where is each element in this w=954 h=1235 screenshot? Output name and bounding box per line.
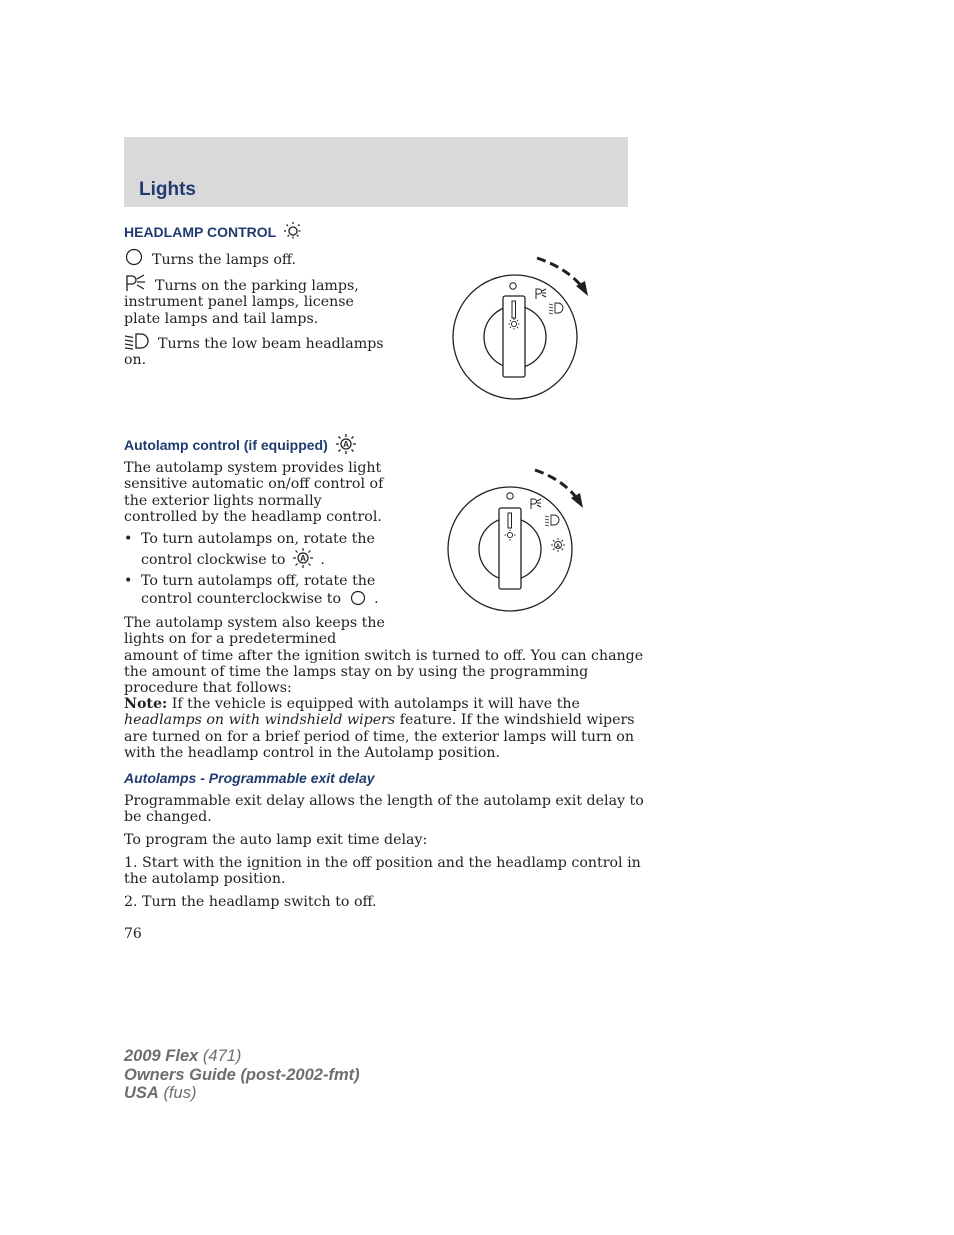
exit-delay-paragraph-2: To program the auto lamp exit time delay: [124, 832, 428, 848]
exit-delay-step-1-line-2: the autolamp position. [124, 871, 286, 888]
bullet-autolamps-on-line-2: control clockwise to [141, 552, 286, 568]
bullet-autolamps-off-line-1: To turn autolamps off, rotate the [141, 573, 376, 589]
exit-delay-step-1-line-1: 1. Start with the ignition in the off position and the headlamp control in [124, 855, 641, 871]
autolamp-control-diagram [440, 462, 590, 617]
bullet-autolamps-off-period: . [374, 591, 379, 607]
bullet-autolamps-off [124, 572, 401, 608]
parking-description-line-2: instrument panel lamps, license [124, 294, 354, 311]
exit-delay-step-2: 2. Turn the headlamp switch to off. [124, 894, 377, 910]
footer-market-code: (fus) [163, 1084, 197, 1102]
autolamp-icon [335, 434, 357, 454]
exit-delay-paragraph-1 [124, 793, 644, 826]
page-number: 76 [124, 926, 142, 942]
autolamp-icon [292, 548, 314, 568]
document-footer [124, 1047, 360, 1103]
off-circle-icon [124, 248, 144, 266]
footer-model: 2009 Flex [124, 1047, 199, 1065]
autolamp-keeps-line-4: the amount of time the lamps stay on by using the programming [124, 663, 589, 680]
exit-delay-p1-line-2: be changed. [124, 809, 212, 826]
svg-text:A: A [342, 440, 349, 450]
autolamp-note [124, 696, 634, 761]
headlamp-control-heading-text: HEADLAMP CONTROL [124, 224, 276, 240]
parking-description [124, 274, 404, 327]
note-line-4: with the headlamp control in the Autolamp position. [124, 744, 501, 761]
lowbeam-description-line-2: on. [124, 352, 147, 369]
autolamp-heading [124, 434, 357, 454]
svg-text:A: A [556, 543, 560, 550]
parking-description-line-3: plate lamps and tail lamps. [124, 310, 319, 327]
note-line-2: feature. If the windshield wipers [399, 712, 635, 729]
off-circle-icon [349, 590, 367, 606]
low-beam-icon [124, 332, 150, 350]
autolamp-intro-line-1: The autolamp system provides light [124, 460, 382, 476]
autolamp-keeps-line-1: The autolamp system also keeps the [124, 615, 385, 631]
exit-delay-p1-line-1: Programmable exit delay allows the length of the autolamp exit delay to [124, 793, 644, 809]
headlamp-control-heading [124, 222, 304, 240]
parking-description-line-1: Turns on the parking lamps, [155, 278, 359, 294]
headlamp-sun-icon [282, 222, 304, 240]
note-label: Note: [124, 696, 168, 712]
footer-model-code: (471) [202, 1047, 242, 1065]
exit-delay-heading: Autolamps - Programmable exit delay [124, 770, 375, 786]
note-italic-feature: headlamps on with windshield wipers [124, 712, 396, 729]
lowbeam-description-line-1: Turns the low beam headlamps [158, 336, 384, 352]
autolamp-keeps-line-3: amount of time after the ignition switch is turned to off. You can change [124, 647, 644, 664]
off-description-text: Turns the lamps off. [152, 252, 297, 268]
autolamp-heading-text: Autolamp control (if equipped) [124, 437, 328, 453]
lowbeam-description [124, 332, 404, 369]
section-title: Lights [139, 179, 196, 200]
note-line-1: If the vehicle is equipped with autolamps it will have the [171, 696, 580, 712]
autolamp-intro [124, 460, 424, 525]
autolamp-keeps-line-5: procedure that follows: [124, 680, 292, 697]
section-header-band [124, 137, 628, 207]
off-description [124, 248, 404, 268]
autolamp-intro-line-2: sensitive automatic on/off control of [124, 476, 384, 493]
parking-lamp-icon [124, 274, 147, 292]
exit-delay-step-1 [124, 855, 641, 888]
bullet-autolamps-on-period: . [320, 552, 325, 568]
autolamp-keeps-line-2: lights on for a predetermined [124, 631, 337, 648]
autolamp-keeps-paragraph [124, 615, 644, 697]
bullet-autolamps-off-line-2: control counterclockwise to [141, 591, 342, 607]
svg-text:A: A [300, 554, 306, 564]
footer-guide: Owners Guide (post-2002-fmt) [124, 1065, 360, 1084]
note-line-3: are turned on for a brief period of time, the exterior lamps will turn on [124, 728, 634, 745]
autolamp-intro-line-3: the exterior lights normally [124, 492, 322, 509]
bullet-autolamps-on [124, 530, 401, 569]
bullet-dot: • [124, 573, 133, 589]
headlamp-control-diagram [445, 250, 595, 405]
autolamp-intro-line-4: controlled by the headlamp control. [124, 508, 382, 525]
footer-market: USA [124, 1084, 159, 1102]
bullet-dot: • [124, 531, 133, 547]
bullet-autolamps-on-line-1: To turn autolamps on, rotate the [141, 531, 375, 547]
